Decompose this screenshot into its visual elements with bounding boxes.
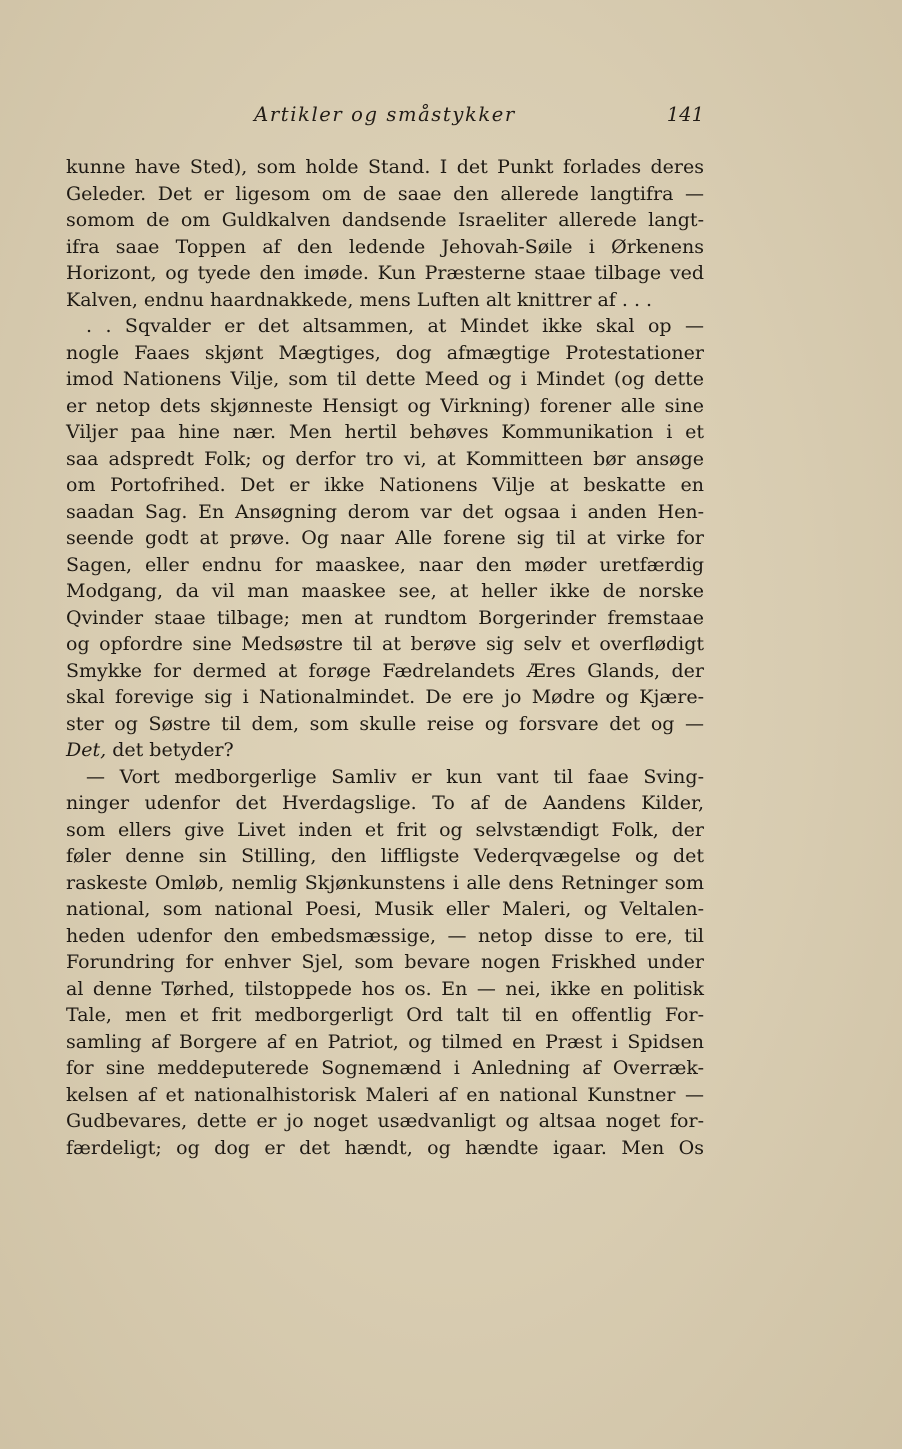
- text-line: Forundring for enhver Sjel, som bevare nogen Friskhed under: [66, 951, 704, 973]
- text-line: Horizont, og tyede den imøde. Kun Præsterne staae tilbage ved: [66, 262, 704, 284]
- text-line: kunne have Sted), som holde Stand. I det Punkt forlades deres: [66, 156, 704, 178]
- italic-word: Det,: [66, 739, 107, 761]
- running-title: Artikler og småstykker: [254, 103, 516, 126]
- text-line: Smykke for dermed at forøge Fædrelandets Æres Glands, der: [66, 659, 704, 682]
- line-remainder: det betyder?: [112, 739, 234, 761]
- text-line: som ellers give Livet inden et frit og selvstændigt Folk, der: [66, 818, 704, 841]
- body-text: [66, 154, 704, 1161]
- text-line: saa adspredt Folk; og derfor tro vi, at Kommitteen bør ansøge: [66, 447, 704, 470]
- running-head: [66, 103, 704, 133]
- text-line: raskeste Omløb, nemlig Skjønkunstens i alle dens Retninger som: [66, 871, 704, 894]
- text-line: om Portofrihed. Det er ikke Nationens Vilje at beskatte en: [66, 474, 704, 496]
- text-line: skal forevige sig i Nationalmindet. De ere jo Mødre og Kjære-: [66, 686, 704, 708]
- text-line: Gudbevares, dette er jo noget usædvanligt og altsaa noget for-: [66, 1110, 704, 1132]
- text-line: er netop dets skjønneste Hensigt og Virkning) forener alle sine: [66, 394, 704, 417]
- text-line: saadan Sag. En Ansøgning derom var det ogsaa i anden Hen-: [66, 500, 704, 523]
- text-line: al denne Tørhed, tilstoppede hos os. En — nei, ikke en politisk: [66, 977, 704, 1000]
- text-line: seende godt at prøve. Og naar Alle forene sig til at virke for: [66, 527, 704, 549]
- text-line: ster og Søstre til dem, som skulle reise og forsvare det og —: [66, 712, 704, 735]
- text-line: Qvinder staae tilbage; men at rundtom Borgerinder fremstaae: [66, 606, 704, 629]
- text-line: somom de om Guldkalven dandsende Israeliter allerede langt-: [66, 209, 704, 231]
- text-line: Modgang, da vil man maaskee see, at heller ikke de norske: [66, 580, 704, 602]
- text-line: Viljer paa hine nær. Men hertil behøves Kommunikation i et: [66, 421, 704, 443]
- text-line: Geleder. Det er ligesom om de saae den allerede langtifra —: [66, 182, 704, 205]
- text-line: Kalven, endnu haardnakkede, mens Luften alt knittrer af . . .: [66, 288, 653, 311]
- text-line: . . Sqvalder er det altsammen, at Mindet ikke skal op —: [86, 315, 704, 337]
- text-line: for sine meddeputerede Sognemænd i Anledning af Overræk-: [66, 1057, 704, 1079]
- text-line: samling af Borgere af en Patriot, og tilmed en Præst i Spidsen: [66, 1030, 704, 1053]
- text-line: heden udenfor den embedsmæssige, — netop disse to ere, til: [66, 924, 704, 947]
- text-line: føler denne sin Stilling, den liffligste Vederqvægelse og det: [66, 845, 704, 867]
- text-line: nogle Faaes skjønt Mægtiges, dog afmægtige Protestationer: [66, 341, 704, 364]
- text-line: Sagen, eller endnu for maaskee, naar den møder uretfærdig: [66, 553, 704, 576]
- text-line: national, som national Poesi, Musik eller Maleri, og Veltalen-: [66, 898, 704, 920]
- text-line: kelsen af et nationalhistorisk Maleri af en national Kunstner —: [66, 1083, 704, 1106]
- text-line: ifra saae Toppen af den ledende Jehovah-Søile i Ørkenens: [66, 235, 704, 258]
- text-line: Tale, men et frit medborgerligt Ord talt til en offentlig For-: [66, 1004, 704, 1026]
- text-line: færdeligt; og dog er det hændt, og hændte igaar. Men Os: [66, 1136, 704, 1159]
- text-line: [66, 737, 704, 764]
- text-line: imod Nationens Vilje, som til dette Meed og i Mindet (og dette: [66, 368, 704, 390]
- text-line: og opfordre sine Medsøstre til at berøve sig selv et overflødigt: [66, 633, 704, 655]
- text-line: ninger udenfor det Hverdagslige. To af de Aandens Kilder,: [66, 792, 704, 814]
- page-number: 141: [666, 103, 704, 126]
- text-line: — Vort medborgerlige Samliv er kun vant til faae Sving-: [86, 765, 704, 788]
